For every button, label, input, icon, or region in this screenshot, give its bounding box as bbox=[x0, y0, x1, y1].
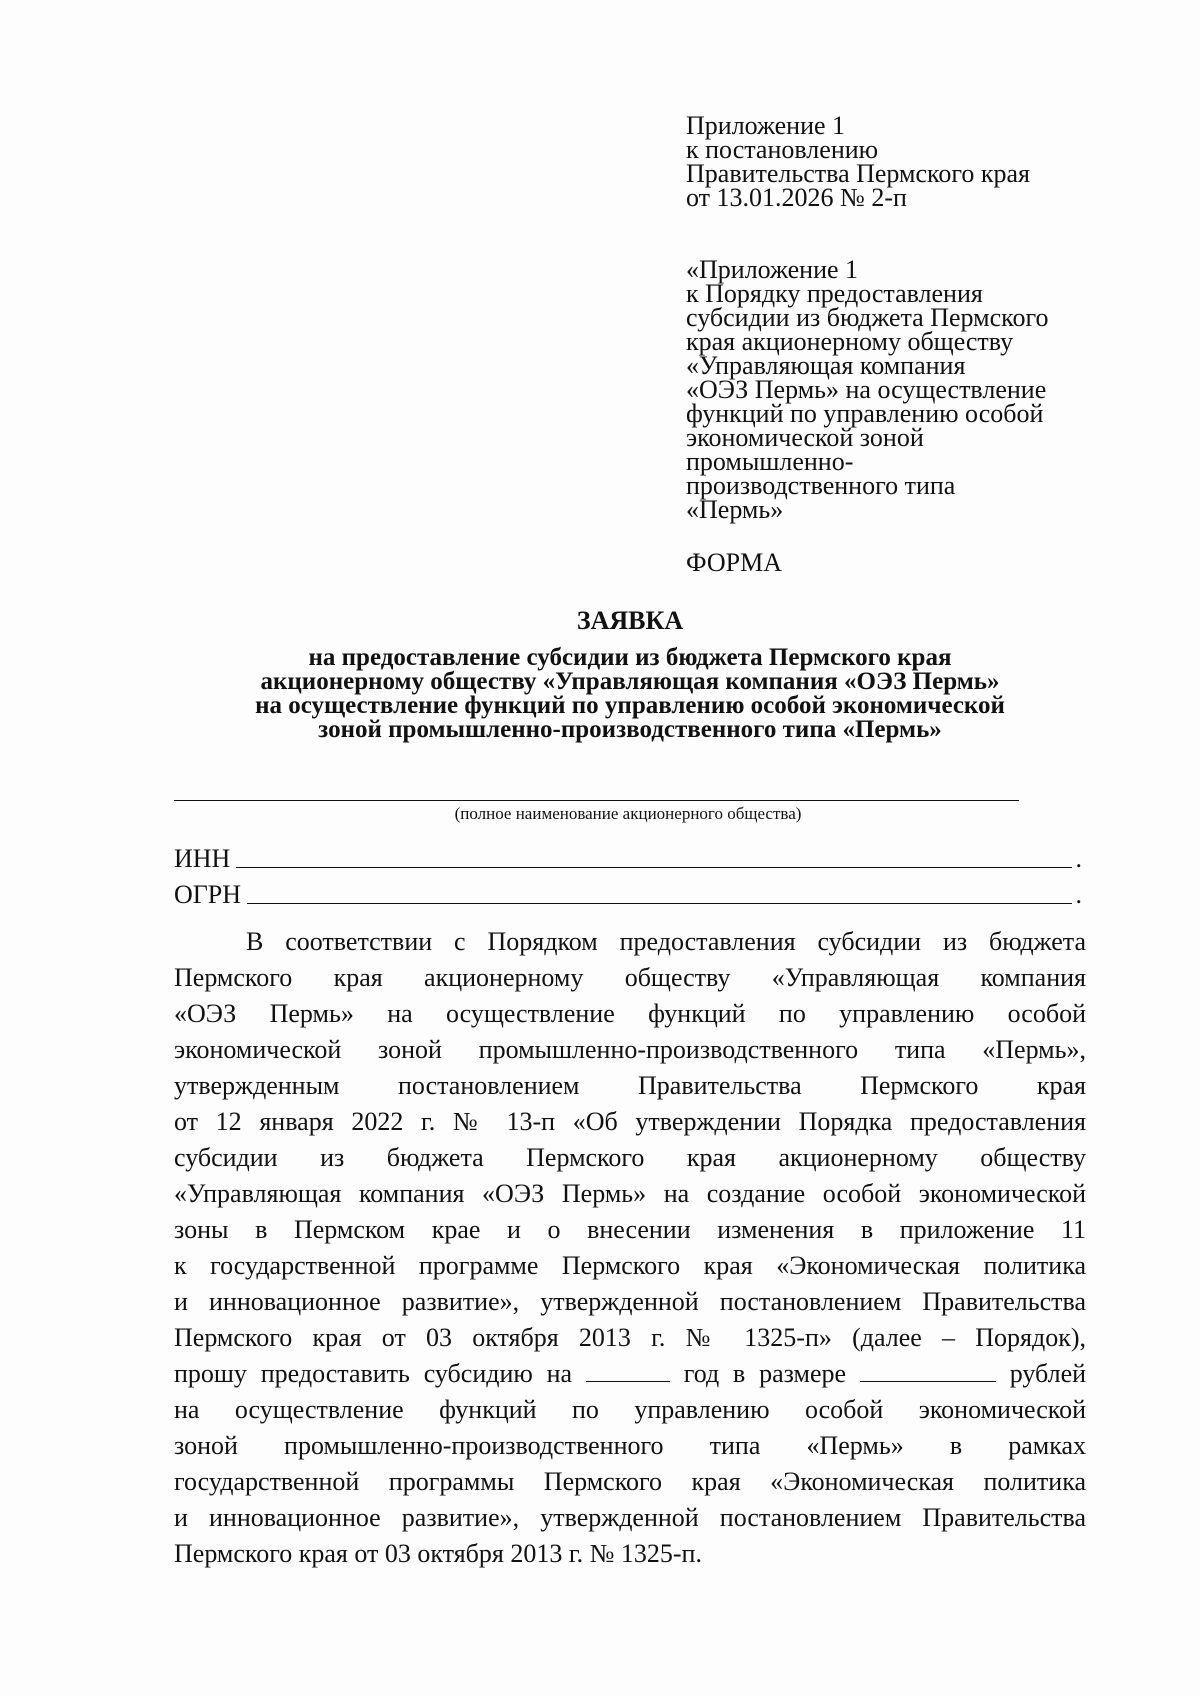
body-line: субсидии из бюджета Пермского края акционерному обществу bbox=[174, 1143, 1086, 1172]
ogrn-fill-line bbox=[247, 902, 1071, 904]
body-line: экономической зоной промышленно-производственного типа «Пермь», bbox=[174, 1035, 1086, 1064]
page-title: ЗАЯВКА bbox=[576, 606, 684, 635]
body-text-segment: рублей bbox=[1009, 1359, 1087, 1388]
inn-row bbox=[174, 840, 1082, 874]
body-line: «Управляющая компания «ОЭЗ Пермь» на создание особой экономической bbox=[174, 1179, 1086, 1208]
body-line: В соответствии с Порядком предоставления субсидии из бюджета bbox=[246, 927, 1086, 956]
body-line: к государственной программе Пермского края «Экономическая политика bbox=[174, 1251, 1086, 1280]
body-line: Пермского края от 03 октября 2013 г. № 1325-п» (далее – Порядок), bbox=[174, 1323, 1086, 1352]
appendix-quote-line: производственного типа bbox=[686, 471, 956, 500]
company-name-caption: (полное наименование акционерного общества) bbox=[454, 804, 802, 823]
body-line: и инновационное развитие», утвержденной постановлением Правительства bbox=[174, 1503, 1086, 1532]
inn-label: ИНН bbox=[174, 844, 231, 873]
inn-row-end: . bbox=[1075, 844, 1082, 873]
appendix-quote-line: «Приложение 1 bbox=[686, 255, 859, 284]
ogrn-row-end: . bbox=[1075, 880, 1082, 909]
body-line-with-blanks bbox=[174, 1356, 1086, 1392]
subtitle-line: на предоставление субсидии из бюджета Пермского края bbox=[308, 644, 952, 671]
application-body bbox=[174, 924, 1086, 1572]
subtitle-line: зоной промышленно-производственного типа «Пермь» bbox=[318, 716, 942, 743]
amount-blank bbox=[860, 1359, 996, 1382]
appendix-quote-line: функций по управлению особой bbox=[686, 399, 1044, 428]
appendix-header-line: Приложение 1 bbox=[686, 111, 846, 140]
appendix-quote-line: экономической зоной bbox=[686, 423, 924, 452]
appendix-quote-line: к Порядку предоставления bbox=[686, 279, 983, 308]
appendix-quote-line: края акционерному обществу bbox=[686, 327, 1014, 356]
subtitle-line: на осуществление функций по управлению особой экономической bbox=[255, 692, 1005, 719]
subtitle-line: акционерному обществу «Управляющая компания «ОЭЗ Пермь» bbox=[260, 668, 1000, 695]
body-line: Пермского края от 03 октября 2013 г. № 1325-п. bbox=[174, 1539, 702, 1568]
body-text-segment: год в размере bbox=[683, 1359, 847, 1388]
body-line: государственной программы Пермского края «Экономическая политика bbox=[174, 1467, 1086, 1496]
appendix-quote-line: «Управляющая компания bbox=[686, 351, 966, 380]
appendix-header-line: Правительства Пермского края bbox=[686, 159, 1030, 188]
appendix-header bbox=[686, 111, 1106, 212]
body-line: на осуществление функций по управлению особой экономической bbox=[174, 1395, 1086, 1424]
ogrn-row bbox=[174, 876, 1082, 910]
appendix-quote-line: субсидии из бюджета Пермского bbox=[686, 303, 1049, 332]
body-line: «ОЭЗ Пермь» на осуществление функций по управлению особой bbox=[174, 999, 1086, 1028]
inn-fill-line bbox=[236, 866, 1071, 868]
body-text-segment: прошу предоставить субсидию на bbox=[174, 1359, 573, 1388]
year-blank bbox=[586, 1359, 670, 1382]
body-line: зоной промышленно-производственного типа «Пермь» в рамках bbox=[174, 1431, 1086, 1460]
page-subtitle bbox=[170, 646, 1090, 742]
body-line: от 12 января 2022 г. № 13-п «Об утверждении Порядка предоставления bbox=[174, 1107, 1086, 1136]
company-name-line bbox=[174, 800, 1019, 801]
ogrn-label: ОГРН bbox=[174, 880, 242, 909]
body-line: Пермского края акционерному обществу «Управляющая компания bbox=[174, 963, 1086, 992]
appendix-header-line: от 13.01.2026 № 2-п bbox=[686, 183, 907, 212]
appendix-quote bbox=[686, 255, 1106, 524]
appendix-quote-line: «Пермь» bbox=[686, 495, 784, 524]
appendix-header-line: к постановлению bbox=[686, 135, 879, 164]
appendix-quote-line: «ОЭЗ Пермь» на осуществление bbox=[686, 375, 1047, 404]
form-label: ФОРМА bbox=[686, 548, 782, 577]
body-line: и инновационное развитие», утвержденной постановлением Правительства bbox=[174, 1287, 1086, 1316]
body-line: утвержденным постановлением Правительства Пермского края bbox=[174, 1071, 1086, 1100]
body-line: зоны в Пермском крае и о внесении изменения в приложение 11 bbox=[174, 1215, 1086, 1244]
appendix-quote-line: промышленно- bbox=[686, 447, 854, 476]
